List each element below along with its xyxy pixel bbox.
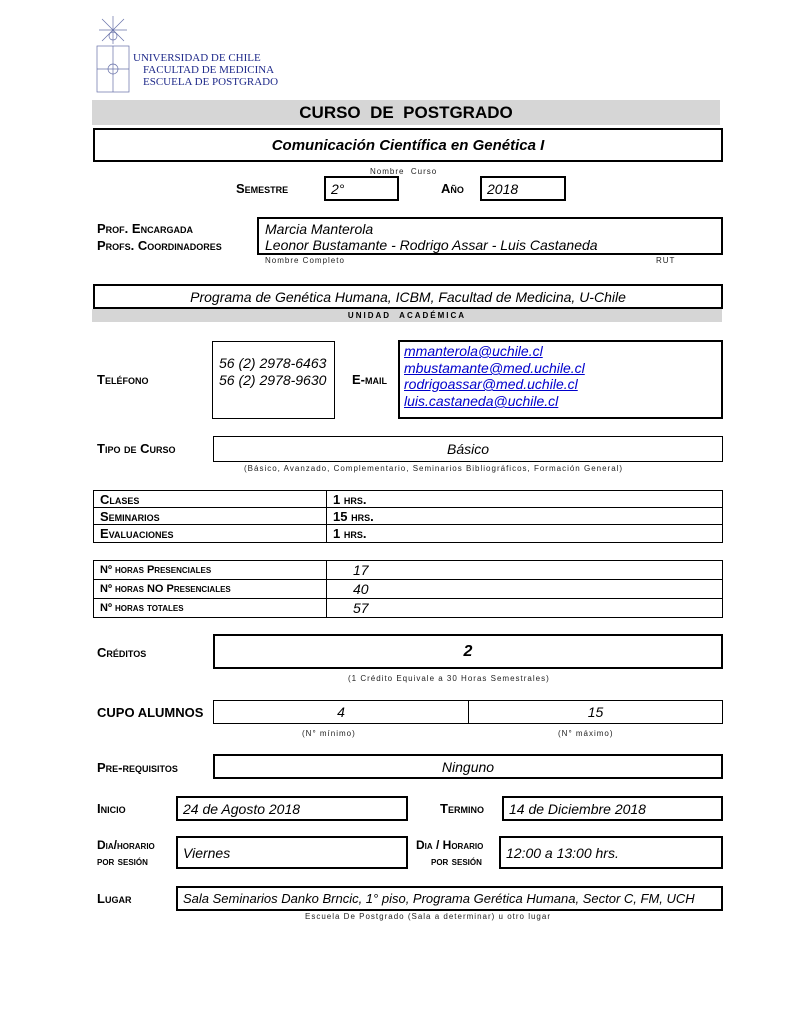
cupo-field: [213, 700, 723, 724]
cupo-min: 4: [214, 701, 469, 723]
logo-line-1: UNIVERSIDAD DE CHILE: [133, 52, 261, 64]
cupo-max-note: (N° máximo): [558, 729, 614, 738]
inicio-label: Inicio: [97, 801, 126, 816]
semestre-field: 2°: [324, 176, 399, 201]
table-row: [94, 525, 722, 542]
profs-coordinadores-label: Profs. Coordinadores: [97, 238, 222, 253]
rut-note: RUT: [656, 256, 676, 265]
hours-label: Seminarios: [100, 508, 160, 524]
unidad-academica-label: UNIDAD ACADÉMICA: [92, 309, 722, 322]
anio-field: 2018: [480, 176, 566, 201]
profs-field: [257, 217, 723, 255]
course-name-field: Comunicación Científica en Genética I: [93, 128, 723, 162]
cupo-label: CUPO ALUMNOS: [97, 705, 204, 720]
profs-coordinadores-value: Leonor Bustamante - Rodrigo Assar - Luis Castaneda: [265, 237, 598, 253]
totals-table: [93, 560, 723, 618]
prerequisitos-label: Pre-requisitos: [97, 760, 178, 775]
prof-encargada-value: Marcia Manterola: [265, 221, 374, 237]
lugar-field: Sala Seminarios Danko Brncic, 1° piso, Programa Gerética Humana, Sector C, FM, UCH: [176, 886, 723, 911]
creditos-note: (1 Crédito Equivale a 30 Horas Semestrales): [348, 674, 550, 683]
semestre-label: Semestre: [236, 181, 289, 196]
unidad-academica-field: Programa de Genética Humana, ICBM, Facultad de Medicina, U-Chile: [93, 284, 723, 309]
email-field: [398, 340, 723, 419]
cupo-min-note: (N° mínimo): [302, 729, 356, 738]
email-link-1[interactable]: mmanterola@uchile.cl: [404, 343, 543, 359]
prerequisitos-field: Ninguno: [213, 754, 723, 779]
horario-label-2: por sesión: [431, 854, 482, 868]
telefono-field: [212, 341, 335, 419]
table-row: [94, 599, 722, 617]
hours-label: Clases: [100, 491, 140, 507]
table-row: [94, 508, 722, 525]
dia-field: Viernes: [176, 836, 408, 869]
totals-label: Nº horas totales: [100, 602, 184, 614]
tipo-curso-field: Básico: [213, 436, 723, 462]
nombre-completo-note: Nombre Completo: [265, 256, 345, 265]
totals-label: Nº horas NO Presenciales: [100, 583, 231, 595]
table-row: [94, 491, 722, 508]
inicio-field: 24 de Agosto 2018: [176, 796, 408, 821]
email-link-2[interactable]: mbustamante@med.uchile.cl: [404, 360, 585, 376]
creditos-label: Créditos: [97, 645, 147, 660]
course-name-note: Nombre Curso: [370, 167, 438, 176]
prof-encargada-label: Prof. Encargada: [97, 221, 194, 236]
email-link-3[interactable]: rodrigoassar@med.uchile.cl: [404, 376, 578, 392]
totals-value: 40: [326, 580, 722, 598]
totals-label: Nº horas Presenciales: [100, 564, 212, 576]
lugar-note: Escuela De Postgrado (Sala a determinar) u otro lugar: [305, 912, 551, 921]
cupo-max: 15: [587, 704, 604, 720]
totals-value: 17: [326, 561, 722, 579]
anio-label: Año: [441, 181, 464, 196]
termino-label: Termino: [440, 801, 484, 816]
university-logo: [94, 14, 132, 96]
logo-line-3: ESCUELA DE POSTGRADO: [143, 76, 279, 88]
hours-value: 15 hrs.: [326, 508, 722, 524]
dia-label-2: por sesión: [97, 854, 148, 868]
creditos-field: 2: [213, 634, 723, 669]
tipo-curso-label: Tipo de Curso: [97, 441, 176, 456]
hours-value: 1 hrs.: [326, 491, 722, 507]
table-row: [94, 561, 722, 580]
hours-value: 1 hrs.: [326, 525, 722, 542]
logo-line-2: FACULTAD DE MEDICINA: [143, 64, 275, 76]
horario-field: 12:00 a 13:00 hrs.: [499, 836, 723, 869]
horario-label-1: Dia / Horario: [416, 838, 484, 852]
email-label: E-mail: [352, 372, 387, 387]
phone-1: 56 (2) 2978-6463: [219, 355, 327, 371]
page-title: CURSO DE POSTGRADO: [92, 100, 720, 125]
hours-table: [93, 490, 723, 543]
lugar-label: Lugar: [97, 891, 132, 906]
tipo-curso-note: (Básico, Avanzado, Complementario, Seminarios Bibliográficos, Formación General): [244, 464, 624, 473]
hours-label: Evaluaciones: [100, 526, 174, 541]
telefono-label: Teléfono: [97, 372, 149, 387]
totals-value: 57: [326, 599, 722, 617]
phone-2: 56 (2) 2978-9630: [219, 372, 327, 388]
email-link-4[interactable]: luis.castaneda@uchile.cl: [404, 393, 559, 409]
dia-label-1: Dia/horario: [97, 838, 155, 852]
table-row: [94, 580, 722, 599]
termino-field: 14 de Diciembre 2018: [502, 796, 723, 821]
